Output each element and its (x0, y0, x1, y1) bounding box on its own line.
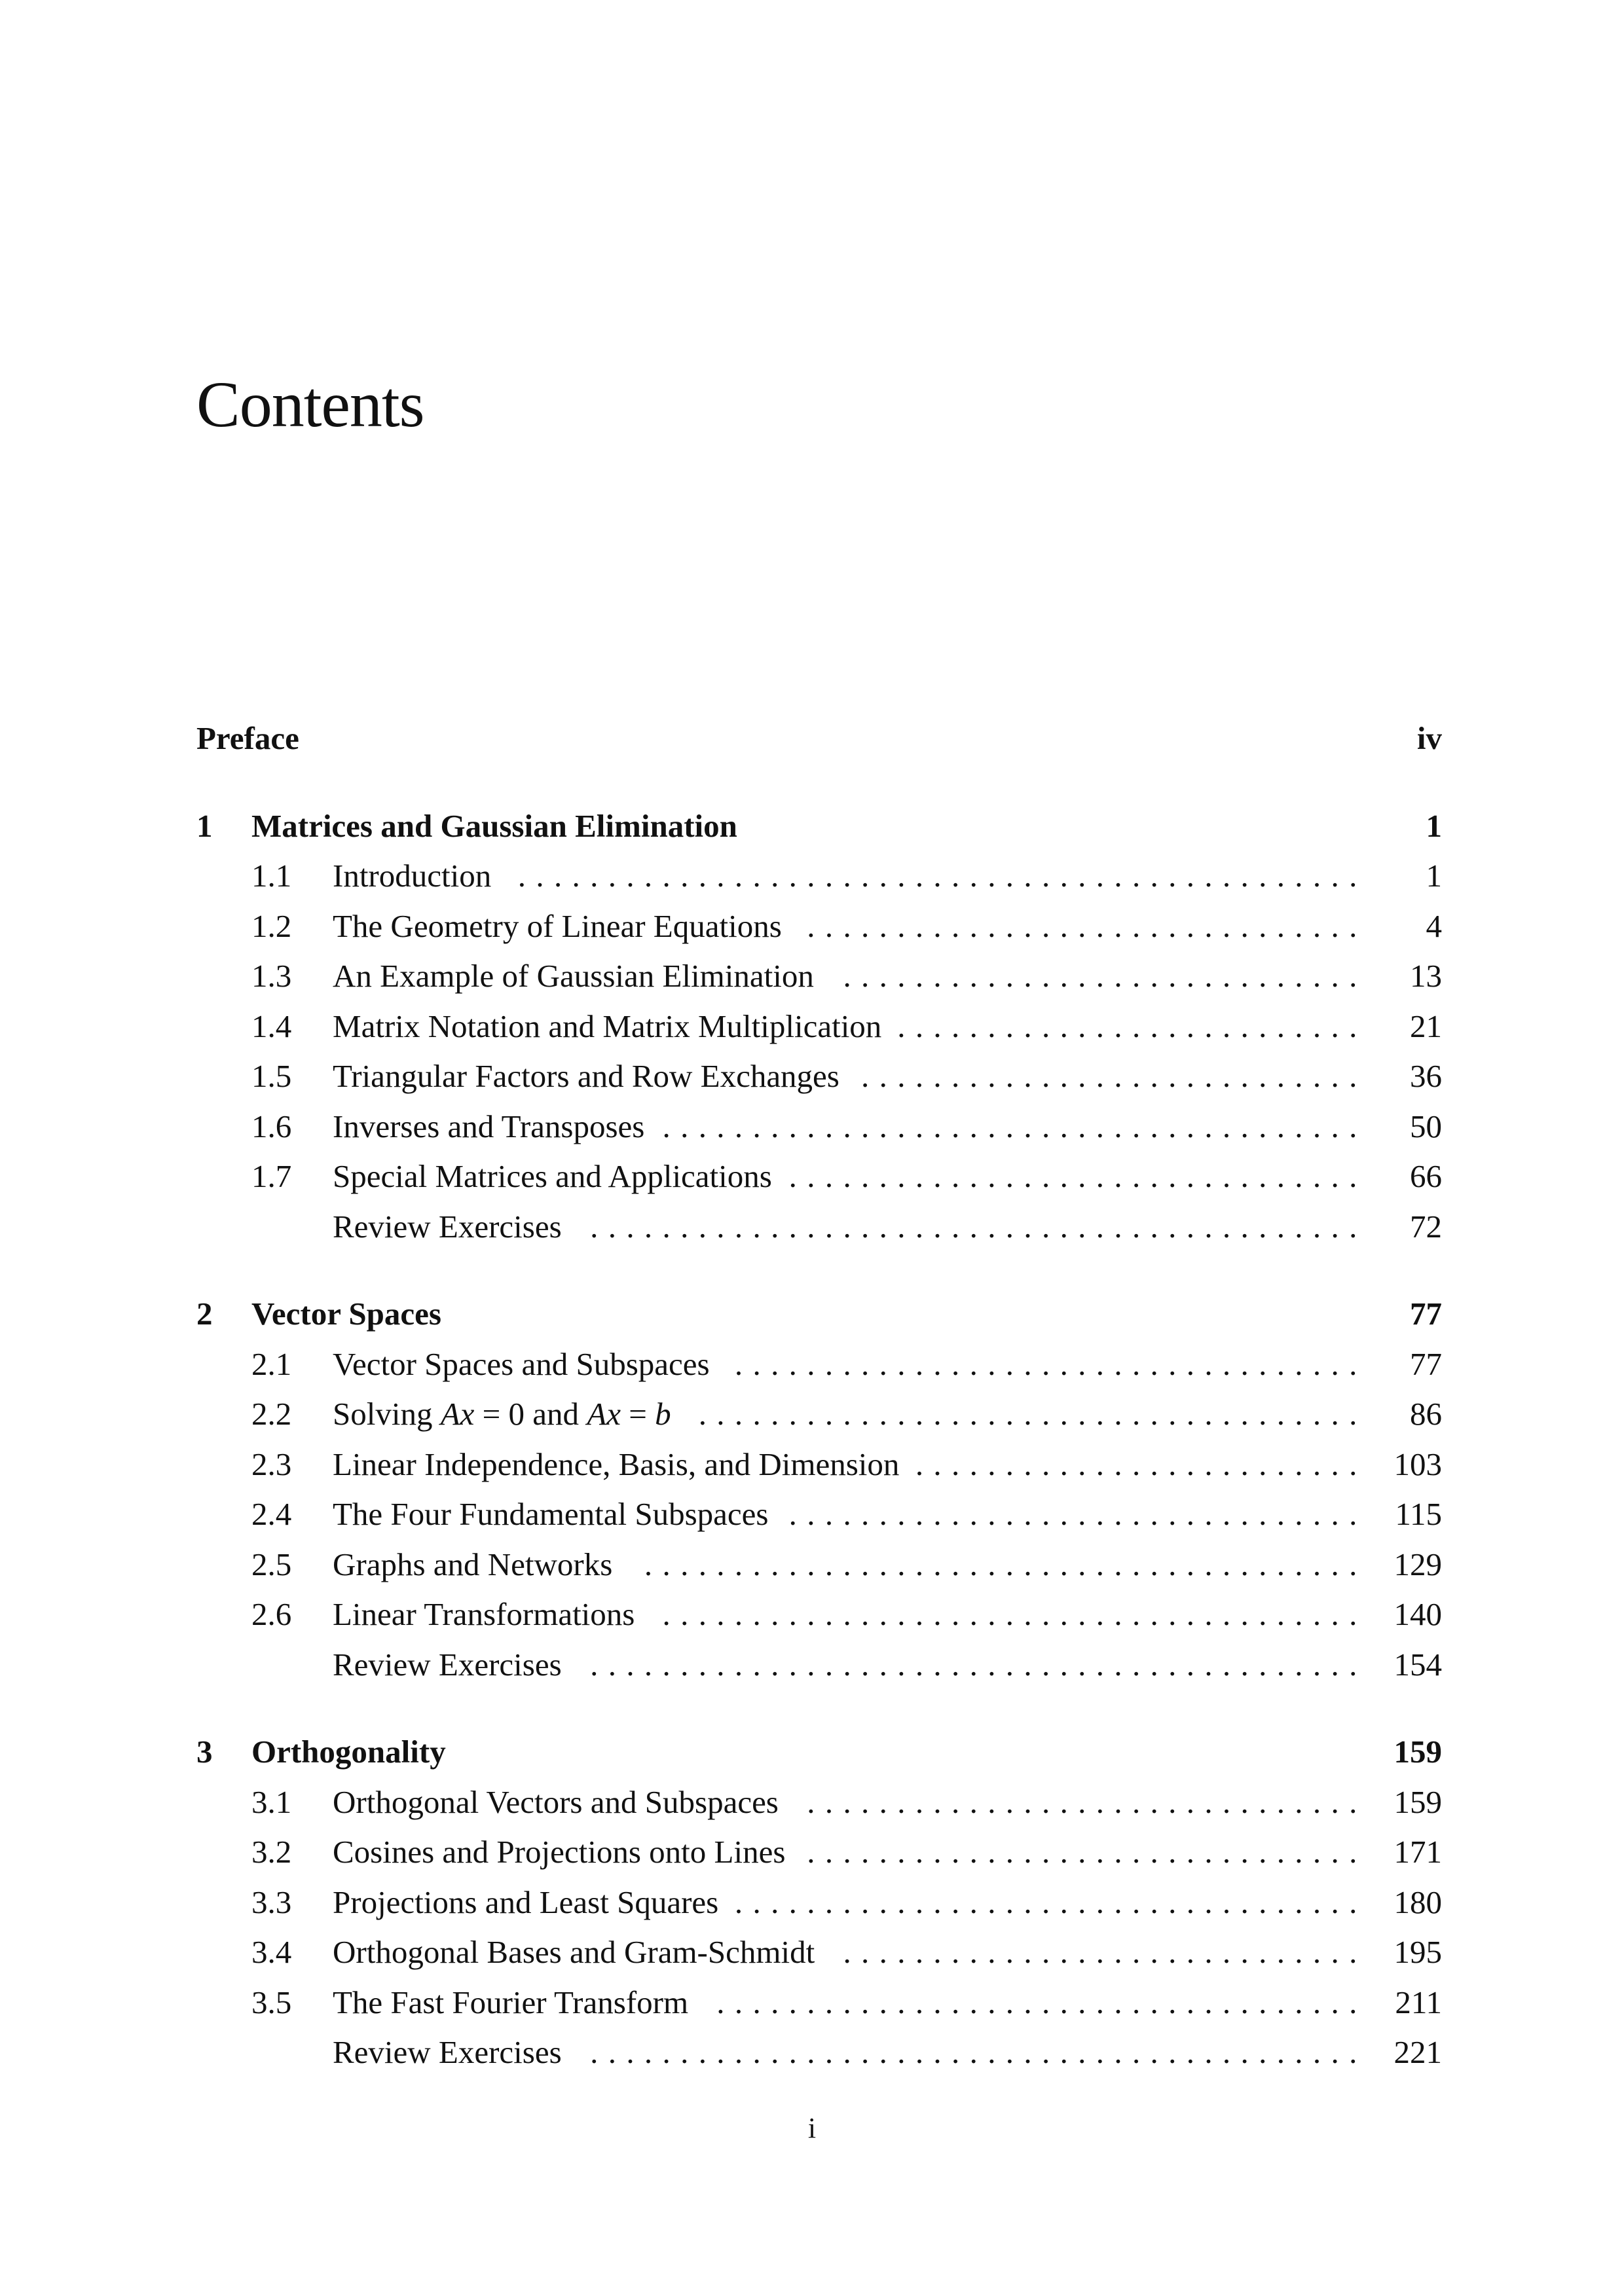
section-number: 2.5 (251, 1546, 292, 1582)
section-number: 3.2 (251, 1834, 292, 1870)
preface-label: Preface (196, 720, 299, 756)
section-title: Inverses and Transposes (333, 1108, 645, 1144)
section-page: 154 (1393, 1646, 1442, 1683)
section-number: 3.3 (251, 1884, 292, 1920)
toc-section-row[interactable] (196, 1002, 1442, 1052)
toc-chapter-1[interactable] (196, 801, 1442, 852)
section-number: 1.2 (251, 907, 292, 944)
section-number: 2.3 (251, 1446, 292, 1482)
toc-section-row[interactable] (196, 1878, 1442, 1928)
section-page: 171 (1393, 1834, 1442, 1870)
section-title: Vector Spaces and Subspaces (333, 1345, 710, 1382)
dot-leader: . . . . . . . . . . . . . . . . . . . . . . . . . . . . . . . . . . . . . . . . . . . (590, 1646, 1357, 1683)
toc-section-row[interactable] (196, 1927, 1442, 1978)
section-title: Orthogonal Vectors and Subspaces (333, 1783, 779, 1820)
dot-leader: . . . . . . . . . . . . . . . . . . . . . . . . . . . . . . . . . . . . (716, 1984, 1357, 2020)
section-page: 103 (1393, 1446, 1442, 1482)
toc-section-row[interactable] (196, 1640, 1442, 1690)
section-page: 140 (1393, 1596, 1442, 1632)
toc-section-row[interactable] (196, 1978, 1442, 2028)
section-page: 195 (1393, 1934, 1442, 1970)
toc-section-row[interactable] (196, 851, 1442, 902)
section-title: Linear Independence, Basis, and Dimension (333, 1446, 900, 1482)
dot-leader: . . . . . . . . . . . . . . . . . . . . . . . . . . . . . . . . . . . . . . . . (644, 1546, 1357, 1582)
toc-section-row[interactable] (196, 1827, 1442, 1878)
dot-leader: . . . . . . . . . . . . . . . . . . . . . . . . . . . . . . . . . . . . . . . . . . . (590, 1208, 1357, 1245)
section-page: 180 (1393, 1884, 1442, 1920)
section-title: An Example of Gaussian Elimination (333, 958, 814, 994)
dot-leader: . . . . . . . . . . . . . . . . . . . . . . . . . . . . . . . . . . . . . . . (662, 1108, 1357, 1144)
toc-section-row[interactable] (196, 1489, 1442, 1540)
section-page: 72 (1410, 1208, 1442, 1245)
section-page: 115 (1395, 1496, 1442, 1532)
section-title: The Fast Fourier Transform (333, 1984, 689, 2020)
page-number: i (807, 2112, 817, 2144)
dot-leader: . . . . . . . . . . . . . . . . . . . . . . . . . . . . . . . . (788, 1496, 1357, 1532)
toc-chapter-3[interactable] (196, 1727, 1442, 1777)
section-number: 1.3 (251, 958, 292, 994)
dot-leader: . . . . . . . . . . . . . . . . . . . . . . . . . . . . . . . . . . . (734, 1345, 1357, 1382)
section-title: Triangular Factors and Row Exchanges (333, 1058, 840, 1094)
table-of-contents (196, 714, 1442, 2078)
toc-section-row[interactable] (196, 1440, 1442, 1490)
section-page: 66 (1410, 1158, 1442, 1194)
toc-section-row[interactable] (196, 1777, 1442, 1828)
dot-leader: . . . . . . . . . . . . . . . . . . . . . . . . . . . . . . . . . . . . . (698, 1396, 1357, 1432)
section-title: Cosines and Projections onto Lines (333, 1834, 786, 1870)
section-page: 77 (1410, 1345, 1442, 1382)
toc-section-row[interactable] (196, 951, 1442, 1002)
section-number: 2.6 (251, 1596, 292, 1632)
toc-section-row[interactable] (196, 2028, 1442, 2078)
section-page: 36 (1410, 1058, 1442, 1094)
dot-leader: . . . . . . . . . . . . . . . . . . . . . . . . . . (897, 1008, 1357, 1044)
dot-leader: . . . . . . . . . . . . . . . . . . . . . . . . . . . . . . . . . . . . . . . (662, 1596, 1357, 1632)
chapter-number: 2 (196, 1296, 213, 1332)
dot-leader: . . . . . . . . . . . . . . . . . . . . . . . . . (915, 1446, 1357, 1482)
toc-section-row[interactable] (196, 1202, 1442, 1252)
section-title: Review Exercises (333, 2034, 562, 2070)
section-number: 1.6 (251, 1108, 292, 1144)
dot-leader: . . . . . . . . . . . . . . . . . . . . . . . . . . . . . . . (807, 1783, 1357, 1820)
dot-leader: . . . . . . . . . . . . . . . . . . . . . . . . . . . . . . . . . . . (734, 1884, 1357, 1920)
section-page: 86 (1410, 1396, 1442, 1432)
section-title: Special Matrices and Applications (333, 1158, 772, 1194)
toc-section-row[interactable] (196, 1389, 1442, 1440)
dot-leader: . . . . . . . . . . . . . . . . . . . . . . . . . . . . . . . (807, 907, 1357, 944)
dot-leader: . . . . . . . . . . . . . . . . . . . . . . . . . . . . . . . . . . . . . . . . . . . . . . . (517, 858, 1357, 894)
chapter-title: Matrices and Gaussian Elimination (251, 807, 737, 844)
section-page: 221 (1393, 2034, 1442, 2070)
dot-leader: . . . . . . . . . . . . . . . . . . . . . . . . . . . . (861, 1058, 1357, 1094)
section-page: 129 (1393, 1546, 1442, 1582)
preface-page: iv (1416, 720, 1442, 756)
toc-section-row[interactable] (196, 1339, 1442, 1390)
section-number: 1.4 (251, 1008, 292, 1044)
page-title: Contents (196, 368, 424, 441)
section-title: Review Exercises (333, 1208, 562, 1245)
section-number: 3.4 (251, 1934, 292, 1970)
chapter-page: 159 (1393, 1734, 1442, 1770)
chapter-title: Vector Spaces (251, 1296, 441, 1332)
dot-leader: . . . . . . . . . . . . . . . . . . . . . . . . . . . . . . . . . . . . . . . . . . . (590, 2034, 1357, 2070)
section-page: 50 (1410, 1108, 1442, 1144)
dot-leader: . . . . . . . . . . . . . . . . . . . . . . . . . . . . . (843, 958, 1357, 994)
section-page: 1 (1426, 858, 1442, 894)
chapter-number: 1 (196, 807, 213, 844)
toc-preface[interactable] (196, 714, 1442, 764)
dot-leader: . . . . . . . . . . . . . . . . . . . . . . . . . . . . . (843, 1934, 1357, 1970)
toc-chapter-2[interactable] (196, 1289, 1442, 1339)
section-title: Linear Transformations (333, 1596, 635, 1632)
section-title: Matrix Notation and Matrix Multiplication (333, 1008, 882, 1044)
section-title: The Geometry of Linear Equations (333, 907, 782, 944)
section-number: 2.4 (251, 1496, 292, 1532)
section-number: 2.1 (251, 1345, 292, 1382)
dot-leader: . . . . . . . . . . . . . . . . . . . . . . . . . . . . . . . . (788, 1158, 1357, 1194)
section-title: Review Exercises (333, 1646, 562, 1683)
toc-section-row[interactable] (196, 1540, 1442, 1590)
section-title: Solving Ax = 0 and Ax = b (333, 1396, 671, 1432)
section-title: Projections and Least Squares (333, 1884, 719, 1920)
chapter-title: Orthogonality (251, 1734, 446, 1770)
section-page: 21 (1410, 1008, 1442, 1044)
section-page: 211 (1395, 1984, 1442, 2020)
chapter-page: 1 (1426, 807, 1442, 844)
section-number: 1.1 (251, 858, 292, 894)
section-number: 1.5 (251, 1058, 292, 1094)
chapter-page: 77 (1410, 1296, 1442, 1332)
toc-section-row[interactable] (196, 1152, 1442, 1202)
chapter-number: 3 (196, 1734, 213, 1770)
section-title: Introduction (333, 858, 492, 894)
dot-leader: . . . . . . . . . . . . . . . . . . . . . . . . . . . . . . . (807, 1834, 1357, 1870)
toc-section-row[interactable] (196, 1051, 1442, 1102)
section-page: 4 (1426, 907, 1442, 944)
section-number: 3.1 (251, 1783, 292, 1820)
section-number: 3.5 (251, 1984, 292, 2020)
section-page: 13 (1410, 958, 1442, 994)
toc-section-row[interactable] (196, 1102, 1442, 1152)
section-number: 2.2 (251, 1396, 292, 1432)
toc-section-row[interactable] (196, 902, 1442, 952)
section-title: Orthogonal Bases and Gram-Schmidt (333, 1934, 815, 1970)
toc-section-row[interactable] (196, 1590, 1442, 1640)
section-number: 1.7 (251, 1158, 292, 1194)
section-title: The Four Fundamental Subspaces (333, 1496, 769, 1532)
section-page: 159 (1393, 1783, 1442, 1820)
section-title: Graphs and Networks (333, 1546, 613, 1582)
